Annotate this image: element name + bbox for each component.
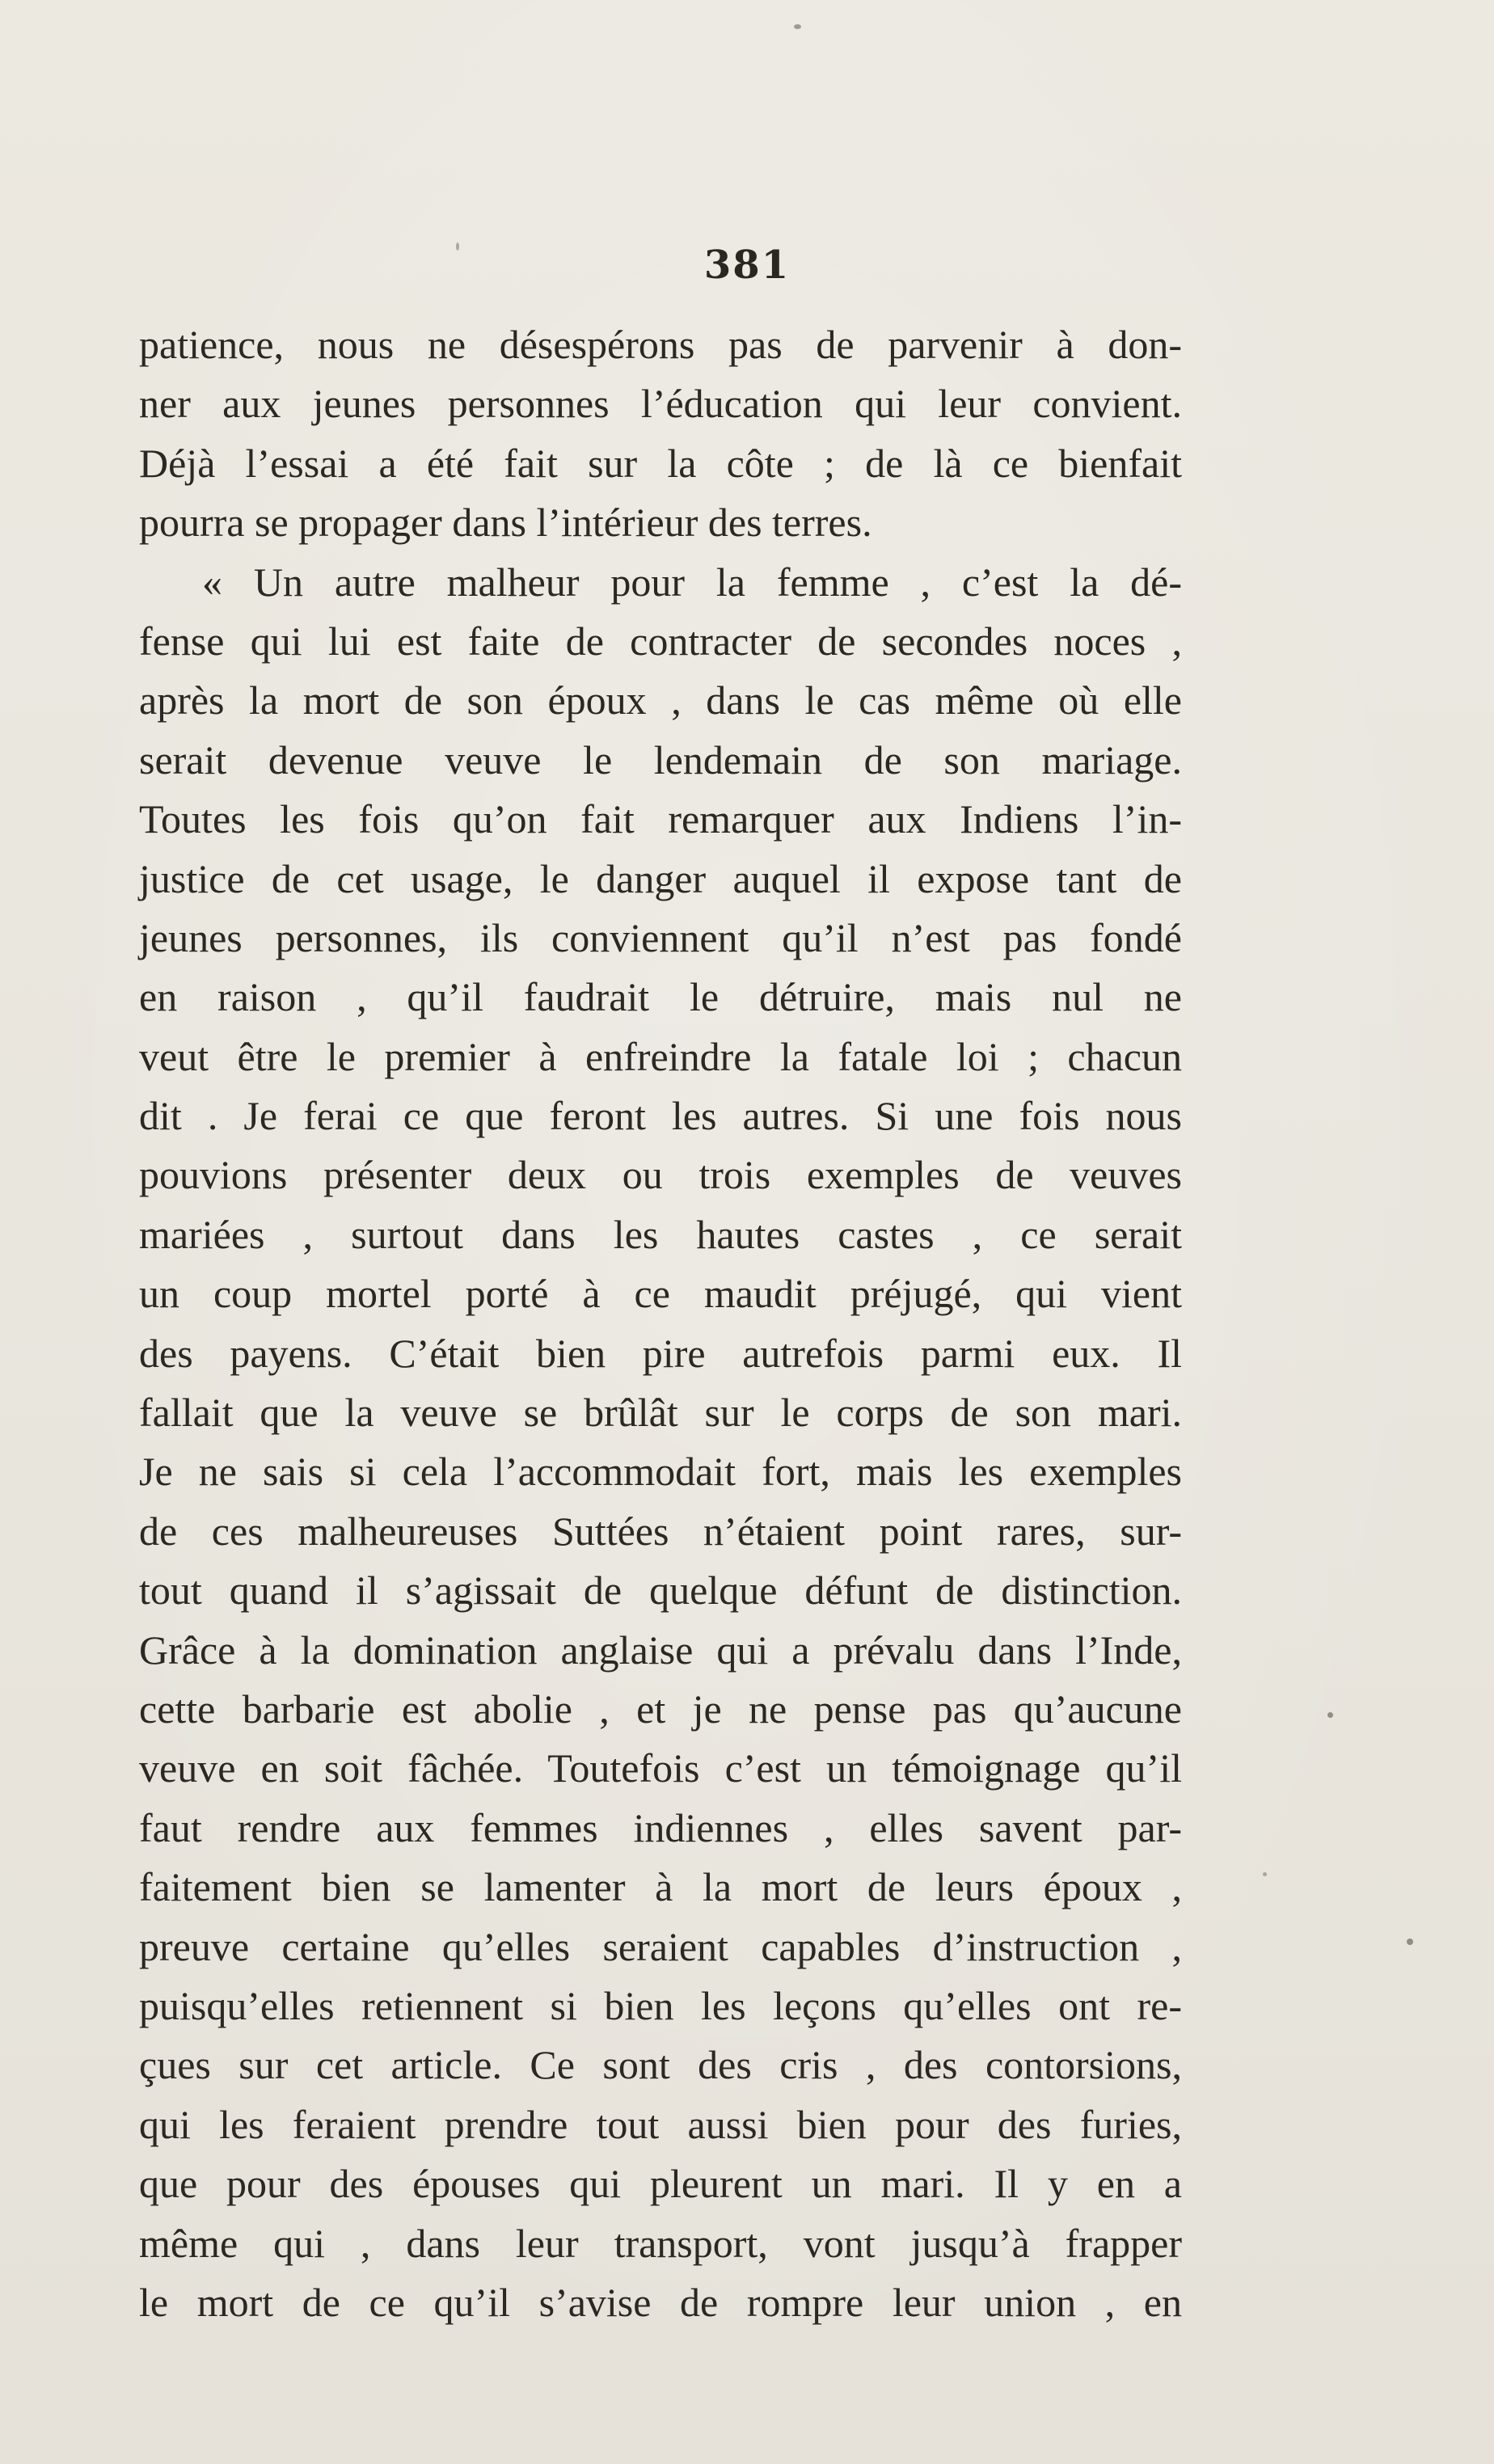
text-line: Toutes les fois qu’on fait remarquer aux Indiens l’in- bbox=[139, 796, 1182, 842]
text-line: çues sur cet article. Ce sont des cris , des contorsions, bbox=[139, 2042, 1182, 2088]
text-line: veut être le premier à enfreindre la fatale loi ; chacun bbox=[139, 1033, 1182, 1079]
text-line: Grâce à la domination anglaise qui a prévalu dans l’Inde, bbox=[139, 1626, 1182, 1673]
text-line: tout quand il s’agissait de quelque défunt de distinction. bbox=[139, 1567, 1182, 1614]
text-line: pouvions présenter deux ou trois exemples de veuves bbox=[139, 1152, 1182, 1198]
text-line: jeunes personnes, ils conviennent qu’il n’est pas fondé bbox=[139, 914, 1182, 960]
text-line: même qui , dans leur transport, vont jusqu’à frapper bbox=[139, 2220, 1182, 2266]
text-line: en raison , qu’il faudrait le détruire, mais nul ne bbox=[139, 974, 1182, 1020]
text-line: justice de cet usage, le danger auquel il expose tant de bbox=[139, 855, 1182, 901]
text-line: de ces malheureuses Suttées n’étaient point rares, sur- bbox=[139, 1508, 1182, 1554]
text-line: un coup mortel porté à ce maudit préjugé, qui vient bbox=[139, 1271, 1182, 1317]
text-line: Je ne sais si cela l’accommodait fort, mais les exemples bbox=[139, 1449, 1182, 1495]
paper-speck bbox=[1327, 1712, 1333, 1718]
text-line: preuve certaine qu’elles seraient capables d’instruction , bbox=[139, 1923, 1182, 1969]
text-line: Déjà l’essai a été fait sur la côte ; de là ce bienfait bbox=[139, 440, 1182, 486]
page-number: 381 bbox=[703, 243, 791, 288]
text-line: après la mort de son époux , dans le cas même où elle bbox=[139, 677, 1182, 724]
text-line: puisqu’elles retiennent si bien les leçons qu’elles ont re- bbox=[139, 1982, 1182, 2028]
text-line: « Un autre malheur pour la femme , c’est la dé- bbox=[202, 559, 1182, 605]
paper-speck bbox=[1263, 1872, 1267, 1876]
text-line: que pour des épouses qui pleurent un mari. Il y en a bbox=[139, 2161, 1182, 2207]
text-line: pourra se propager dans l’intérieur des terres. bbox=[139, 500, 872, 546]
paper-speck bbox=[456, 243, 459, 251]
text-line: faitement bien se lamenter à la mort de leurs époux , bbox=[139, 1864, 1182, 1910]
text-line: qui les feraient prendre tout aussi bien pour des furies, bbox=[139, 2101, 1182, 2147]
text-line: ner aux jeunes personnes l’éducation qui leur convient. bbox=[139, 381, 1182, 427]
text-line: le mort de ce qu’il s’avise de rompre leur union , en bbox=[139, 2279, 1182, 2325]
paper-speck bbox=[794, 24, 801, 29]
text-line: serait devenue veuve le lendemain de son mariage. bbox=[139, 736, 1182, 783]
paper-speck bbox=[1407, 1939, 1413, 1945]
text-line: veuve en soit fâchée. Toutefois c’est un témoignage qu’il bbox=[139, 1745, 1182, 1791]
text-line: mariées , surtout dans les hautes castes , ce serait bbox=[139, 1211, 1182, 1257]
text-line: cette barbarie est abolie , et je ne pense pas qu’aucune bbox=[139, 1686, 1182, 1732]
text-line: fense qui lui est faite de contracter de secondes noces , bbox=[139, 618, 1182, 664]
text-line: faut rendre aux femmes indiennes , elles savent par- bbox=[139, 1804, 1182, 1850]
text-line: patience, nous ne désespérons pas de parvenir à don- bbox=[139, 322, 1182, 367]
text-line: des payens. C’était bien pire autrefois parmi eux. Il bbox=[139, 1330, 1182, 1376]
text-line: fallait que la veuve se brûlât sur le corps de son mari. bbox=[139, 1390, 1182, 1436]
body-text bbox=[139, 315, 1182, 2332]
text-line: dit . Je ferai ce que feront les autres. Si une fois nous bbox=[139, 1093, 1182, 1139]
